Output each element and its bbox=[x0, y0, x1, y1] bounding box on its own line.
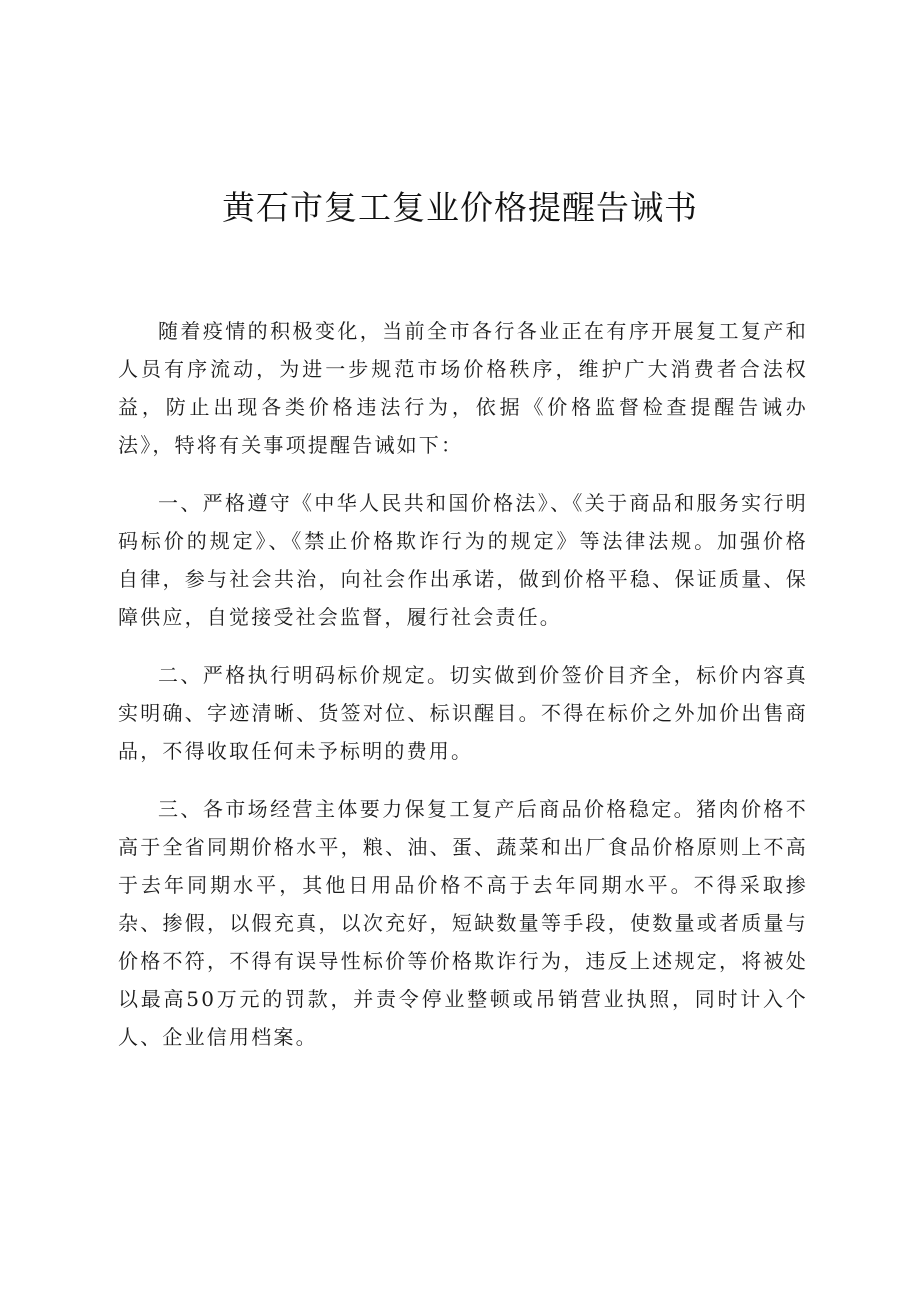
document-body bbox=[118, 312, 808, 1074]
paragraph-item-2: 二、严格执行明码标价规定。切实做到价签价目齐全，标价内容真实明确、字迹清晰、货签对位、标识醒目。不得在标价之外加价出售商品，不得收取任何未予标明的费用。 bbox=[118, 663, 808, 763]
paragraph-item-1: 一、严格遵守《中华人民共和国价格法》、《关于商品和服务实行明码标价的规定》、《禁止价格欺诈行为的规定》等法律法规。加强价格自律，参与社会共治，向社会作出承诺，做到价格平稳、保证质量、保障供应，自觉接受社会监督，履行社会责任。 bbox=[118, 491, 808, 629]
paragraph-intro: 随着疫情的积极变化，当前全市各行各业正在有序开展复工复产和人员有序流动，为进一步规范市场价格秩序，维护广大消费者合法权益，防止出现各类价格违法行为，依据《价格监督检查提醒告诫办法》，特将有关事项提醒告诫如下： bbox=[118, 319, 808, 457]
paragraph-item-3: 三、各市场经营主体要力保复工复产后商品价格稳定。猪肉价格不高于全省同期价格水平，粮、油、蛋、蔬菜和出厂食品价格原则上不高于去年同期水平，其他日用品价格不高于去年同期水平。不得采取掺杂、掺假，以假充真，以次充好，短缺数量等手段，使数量或者质量与价格不符，不得有误导性标价等价格欺诈行为，违反上述规定，将被处以最高50万元的罚款，并责令停业整顿或吊销营业执照，同时计入个人、企业信用档案。 bbox=[118, 797, 808, 1049]
document-title: 黄石市复工复业价格提醒告诫书 bbox=[222, 188, 698, 227]
